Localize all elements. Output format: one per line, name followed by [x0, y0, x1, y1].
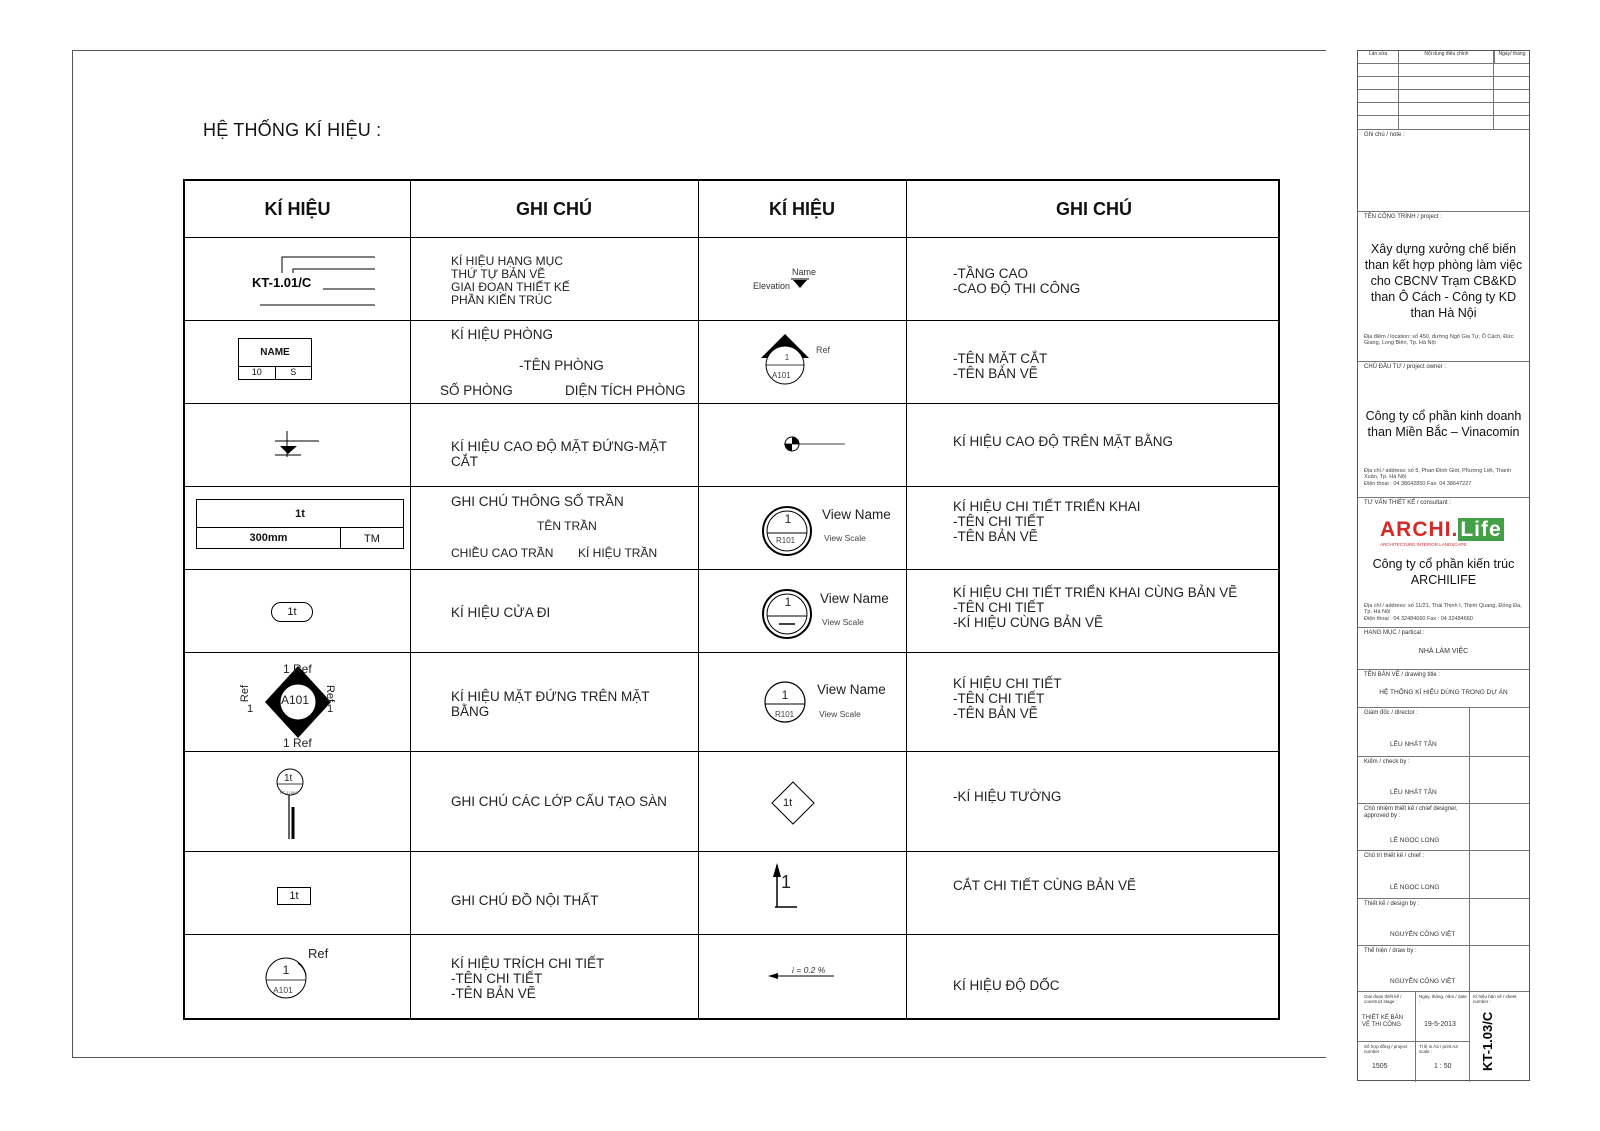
- ceiling-tag-code: TM: [364, 532, 380, 545]
- note-line: -KÍ HIỆU CÙNG BẢN VẼ: [953, 615, 1104, 630]
- date-value: 19-5-2013: [1424, 1021, 1456, 1028]
- drawing-title: HỆ THỐNG KÍ HIỆU DÙNG TRONG DỰ ÁN: [1379, 689, 1508, 696]
- room-tag-name: NAME: [239, 339, 311, 367]
- table-divider: [185, 751, 1278, 752]
- note-line: GIAI ĐOẠN THIẾT KẾ: [451, 280, 570, 294]
- elevation-sheet: A101: [281, 693, 310, 707]
- note-title: KÍ HIỆU PHÒNG: [451, 327, 554, 342]
- note-b: KÍ HIỆU TRẦN: [578, 546, 658, 560]
- project-number: 1505: [1372, 1063, 1388, 1070]
- view-name: View Name: [822, 507, 891, 522]
- check-label: Kiểm / check by :: [1364, 759, 1410, 765]
- design-label: Thiết kế / design by :: [1364, 901, 1420, 907]
- elevation-top: 1 Ref: [283, 662, 312, 676]
- project-name: Xây dựng xưởng chế biến than kết hợp phòng làm việc cho CBCNV Trạm CB&KD than Ô Cách - Công ty KD than Hà Nội: [1364, 242, 1523, 320]
- note-text: GHI CHÚ CÁC LỚP CẤU TẠO SÀN: [451, 794, 667, 809]
- note-text: KÍ HIỆU CỬA ĐI: [451, 605, 551, 620]
- rev-header: Nội dung điều chỉnh: [1398, 51, 1495, 63]
- view-name: View Name: [820, 591, 889, 606]
- note-text: KÍ HIỆU CAO ĐỘ MẶT ĐỨNG-MẶT CẮT: [451, 439, 667, 469]
- note-b: DIỆN TÍCH PHÒNG: [565, 383, 686, 398]
- table-divider: [185, 320, 1278, 321]
- note-line: -CAO ĐỘ THI CÔNG: [953, 281, 1081, 296]
- sheet-number-label: Kí hiệu bản vẽ / sheet number :: [1473, 994, 1517, 1004]
- rev-header: Lần sửa: [1368, 51, 1388, 57]
- ceiling-tag-name: 1t: [197, 500, 403, 528]
- logo-main: ARCHI.: [1380, 518, 1459, 541]
- wall-tag-icon: [770, 780, 816, 826]
- logo-tag: ARCHITECTURE.INTERIOR.LANDSCAPE: [1380, 542, 1467, 547]
- chief-name: LÊ NGỌC LONG: [1390, 837, 1440, 844]
- note-text: [953, 499, 1141, 544]
- page-title: HỆ THỐNG KÍ HIỆU :: [203, 120, 382, 140]
- date-label: Ngày, tháng, năm / date :: [1419, 994, 1467, 1004]
- wall-tag-code: 1t: [783, 797, 793, 809]
- logo-life: Life: [1460, 518, 1502, 541]
- title-block: [1357, 50, 1530, 1081]
- section-cut-number: 1: [781, 872, 792, 892]
- note-text: KÍ HIỆU ĐỘ DỐC: [953, 978, 1060, 993]
- detail-sheet: R101: [775, 710, 795, 719]
- owner-name: Công ty cổ phần kinh doanh than Miền Bắc – Vinacomin: [1365, 409, 1522, 439]
- note-line: -TÊN MẶT CẮT: [953, 351, 1048, 366]
- section-marker-ref: Ref: [816, 345, 831, 355]
- sheet-number: KT-1.03/C: [1480, 1011, 1495, 1071]
- lead-name: LÊ NGỌC LONG: [1390, 884, 1440, 891]
- consultant-name: Công ty cổ phần kiến trúc ARCHILIFE: [1372, 557, 1515, 587]
- item-name: NHÀ LÀM VIỆC: [1418, 648, 1469, 655]
- header-symbol-1: KÍ HIỆU: [264, 198, 331, 219]
- table-divider: [185, 652, 1278, 653]
- note-title: GHI CHÚ THÔNG SỐ TRẦN: [451, 494, 624, 509]
- chief-label: Chủ nhiệm thiết kế / chief designer, approved by :: [1364, 806, 1458, 819]
- slope-value: i = 0.2 %: [792, 965, 826, 975]
- elevation-left-ref: Ref: [239, 684, 252, 703]
- note-line: KÍ HIỆU TRÍCH CHI TIẾT: [451, 956, 605, 971]
- view-scale: View Scale: [819, 709, 861, 719]
- note-line: -TÊN CHI TIẾT: [953, 600, 1045, 615]
- header-symbol-2: KÍ HIỆU: [768, 198, 835, 219]
- note-text: -KÍ HIỆU TƯỜNG: [953, 789, 1062, 804]
- furniture-tag-symbol: 1t: [277, 887, 311, 905]
- ceiling-tag-height: 300mm: [197, 528, 341, 549]
- note-line: THỨ TỰ BẢN VẼ: [451, 267, 546, 281]
- note-a: CHIỀU CAO TRẦN: [451, 546, 554, 560]
- note-line: -TÊN BẢN VẼ: [953, 706, 1038, 721]
- note-line: -TÊN BẢN VẼ: [953, 366, 1038, 381]
- table-divider: [185, 237, 1278, 238]
- note-line: KÍ HIỆU CHI TIẾT TRIỂN KHAI CÙNG BẢN VẼ: [953, 585, 1238, 600]
- item-label: HẠNG MỤC / partical :: [1364, 630, 1425, 636]
- note-text: [451, 255, 570, 307]
- table-divider: [698, 181, 699, 1018]
- project-number-label: Số hợp đồng / project number :: [1364, 1044, 1408, 1054]
- note-text: CẮT CHI TIẾT CÙNG BẢN VẼ: [953, 878, 1137, 893]
- note-sub: TÊN TRẦN: [537, 519, 597, 533]
- consultant-label: TƯ VẤN THIẾT KẾ / consultant :: [1364, 500, 1451, 506]
- table-divider: [185, 934, 1278, 935]
- detail-number: 1: [781, 688, 789, 702]
- revision-table: [1358, 51, 1529, 129]
- symbol-table: [183, 179, 1280, 1020]
- table-divider: [185, 486, 1278, 487]
- director-label: Giám đốc / director :: [1364, 710, 1419, 716]
- elevation-datum-icon: [275, 431, 321, 459]
- floor-tag-code: 1t: [284, 773, 293, 784]
- header-note-2: GHI CHÚ: [1056, 198, 1132, 219]
- ceiling-tag-symbol: [196, 499, 404, 549]
- elevation-left-num: 1: [247, 703, 254, 715]
- room-tag-symbol: [238, 338, 312, 380]
- note-line: KÍ HIỆU CHI TIẾT TRIỂN KHAI: [953, 499, 1141, 514]
- check-name: LÊU NHẤT TÂN: [1390, 789, 1437, 796]
- stage-value: THIẾT KẾ BẢN VẼ THI CÔNG: [1362, 1015, 1403, 1028]
- table-divider: [185, 851, 1278, 852]
- note-line: -TẦNG CAO: [953, 266, 1029, 281]
- table-divider: [906, 181, 907, 1018]
- drawing-title-label: TÊN BẢN VẼ / drawing title :: [1364, 672, 1441, 678]
- notes-label: Ghi chú / note :: [1364, 132, 1405, 138]
- elevation-bottom: 1 Ref: [283, 736, 312, 750]
- note-line: -TÊN CHI TIẾT: [953, 691, 1045, 706]
- table-divider: [185, 403, 1278, 404]
- note-text: [953, 676, 1062, 721]
- note-line: KÍ HIỆU CHI TIẾT: [953, 676, 1062, 691]
- elevation-label: Elevation: [753, 281, 791, 291]
- table-divider: [185, 569, 1278, 570]
- note-line: KÍ HIỆU HẠNG MỤC: [451, 254, 564, 268]
- draw-label: Thể hiện / draw by :: [1364, 948, 1417, 954]
- detail-number: 1: [784, 512, 792, 526]
- scale-value: 1 : 50: [1434, 1063, 1452, 1070]
- view-scale: View Scale: [824, 533, 866, 543]
- note-line: -TÊN BẢN VẼ: [953, 529, 1038, 544]
- elevation-right-num: 1: [327, 703, 334, 715]
- scale-label: Tỉ lệ in A3 / print A3 scale :: [1419, 1044, 1458, 1054]
- elevation-right-ref: Ref: [324, 684, 337, 703]
- note-text: [953, 351, 1047, 381]
- elevation-name-label: Name: [792, 267, 817, 277]
- view-name: View Name: [817, 682, 886, 697]
- section-marker-sheet: A101: [772, 371, 791, 380]
- section-marker-number: 1: [784, 353, 790, 362]
- elevation-marker-icon: [791, 276, 811, 290]
- consultant-address: Địa chỉ / address: số 11/21, Thái Thịnh I, Thịnh Quang, Đống Đa, Tp. Hà Nội: [1364, 603, 1522, 615]
- owner-label: CHỦ ĐẦU TƯ / project owner :: [1364, 364, 1447, 370]
- stage-label: Giai đoạn thiết kế / construct stage :: [1364, 994, 1402, 1004]
- plan-level-marker-icon: [783, 433, 847, 455]
- lead-label: Chủ trì thiết kế / chief :: [1364, 853, 1425, 859]
- header-note-1: GHI CHÚ: [516, 198, 592, 219]
- door-tag-symbol: 1t: [271, 602, 313, 622]
- detail-sheet: A101: [273, 985, 293, 995]
- note-text: [953, 585, 1237, 630]
- detail-sheet: R101: [776, 536, 796, 545]
- note-a: SỐ PHÒNG: [440, 383, 513, 398]
- note-text: KÍ HIỆU CAO ĐỘ TRÊN MẶT BẰNG: [953, 434, 1174, 449]
- view-scale: View Scale: [822, 617, 864, 627]
- consultant-phone: Điện thoại : 04 32484660 Fax : 04 32484660: [1364, 616, 1473, 622]
- symbol-label: KT-1.01/C: [252, 275, 312, 290]
- floor-tag-sheet: KT-1.05/C: [280, 790, 299, 795]
- detail-number: 1: [784, 595, 792, 609]
- rev-header: Ngày/ tháng: [1498, 51, 1526, 57]
- table-divider: [410, 181, 411, 1018]
- note-text: KÍ HIỆU MẶT ĐỨNG TRÊN MẶT BẰNG: [451, 689, 650, 719]
- project-location: Địa điểm / location: số 450, đường Ngô Gia Tự, Ô Cách, Đức Giang, Long Biên, Tp. Hà Nội: [1364, 334, 1514, 346]
- note-line: -TÊN CHI TIẾT: [451, 971, 543, 986]
- owner-address: Địa chỉ / address: số 5, Phan Đình Giót, Phương Liệt, Thanh Xuân, Tp. Hà Nội: [1364, 468, 1512, 480]
- room-tag-number: 10: [239, 367, 276, 380]
- director-name: LÊU NHẤT TÂN: [1390, 741, 1437, 748]
- note-line: -TÊN CHI TIẾT: [953, 514, 1045, 529]
- draw-name: NGUYỄN CÔNG VIỆT: [1390, 978, 1456, 985]
- owner-phone: Điện thoại : 04 38642850 Fax: 04 38647227: [1364, 481, 1472, 487]
- archilife-logo: [1380, 519, 1518, 549]
- detail-ref: Ref: [308, 946, 329, 961]
- note-text: GHI CHÚ ĐỒ NỘI THẤT: [451, 893, 599, 908]
- design-name: NGUYỄN CÔNG VIỆT: [1390, 931, 1456, 938]
- note-text: [451, 956, 604, 1001]
- room-tag-area: S: [290, 367, 297, 377]
- note-text: [953, 266, 1080, 296]
- note-sub: -TÊN PHÒNG: [519, 358, 604, 373]
- project-label: TÊN CÔNG TRÌNH / project :: [1364, 214, 1442, 220]
- note-line: PHẦN KIẾN TRÚC: [451, 293, 553, 307]
- note-line: -TÊN BẢN VẼ: [451, 986, 536, 1001]
- detail-number: 1: [282, 963, 290, 977]
